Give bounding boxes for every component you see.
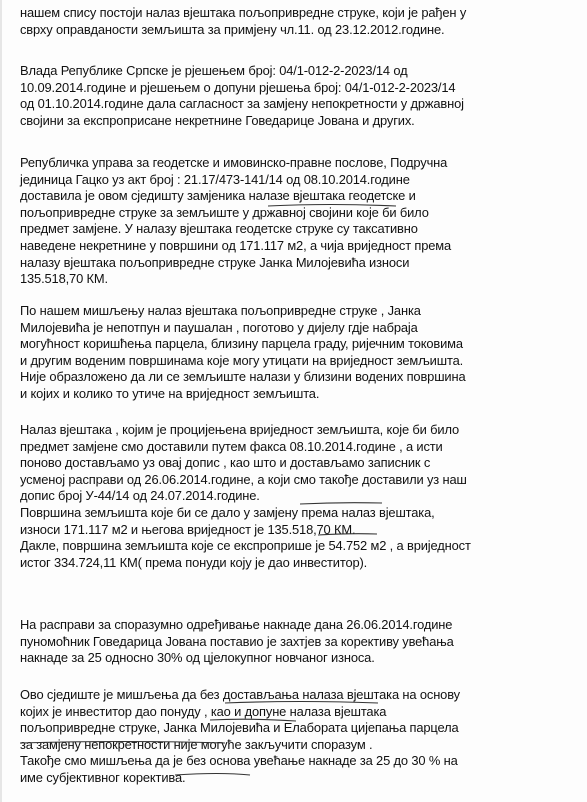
text-line: пољопривредне струке, Јанка Милојевића и Елабората цијепања парцела xyxy=(20,720,459,736)
text-line: за замјену непокретности није могуће закључити споразум . xyxy=(20,736,373,752)
text-line: име субјективног коректива. xyxy=(20,769,186,785)
text-line: поново достављамо уз овај допис , као што и достављамо записник с xyxy=(20,455,431,471)
text-line: наведене некретнине у површини од 171.117 м2, а чија вриједност према xyxy=(20,237,452,253)
paragraph-hearing xyxy=(20,617,580,667)
paragraph-expert-finding-delivery xyxy=(20,422,580,571)
text-line: и којих и колико то утиче на вриједност земљишта. xyxy=(20,385,320,401)
text-line: Милојевића је непотпун и паушалан , поготово у дијелу гдје набраја xyxy=(20,319,418,335)
text-line: јединица Гацко уз акт број : 21.17/473-141/14 од 08.10.2014.године xyxy=(20,171,410,187)
text-line: и другим воденим површинама које могу утицати на вриједност земљишта. xyxy=(20,352,464,368)
text-line: По нашем мишљењу налаз вјештака пољопривредне струке , Јанка xyxy=(20,303,421,318)
paragraph-opinion xyxy=(20,303,580,403)
text-line: могућност коришћења парцела, близину парцела граду, ријечним токовима xyxy=(20,336,463,352)
paragraph-republic-administration xyxy=(20,155,580,288)
paragraph-conclusion xyxy=(20,687,580,787)
text-line: пољопривредне струке за земљиште у државној својини које би било xyxy=(20,204,429,220)
text-line: 10.09.2014.године и рјешењем о допуни рјешења број: 04/1-012-2-2023/14 xyxy=(20,79,456,95)
text-line: својини за експроприсане некретнине Говедарице Јована и других. xyxy=(20,112,415,128)
text-line: 135.518,70 КМ. xyxy=(20,271,108,287)
text-line: Налаз вјештака , којим је процијењена вриједност земљишта, које би било xyxy=(20,422,460,437)
text-line: којих је инвеститор дао понуду , као и допуне налаза вјештака xyxy=(20,703,387,719)
text-line: доставила је овом сједишту замјеника налазе вјештака геодетске и xyxy=(20,188,416,204)
text-line: нашем спису постоји налаз вјештака пољопривредне струке, који је рађен у xyxy=(20,5,467,20)
text-line: допис број У-44/14 од 24.07.2014.године. xyxy=(20,488,260,504)
text-line: накнаде за 25 односно 30% од цјелокупног новчаног износа. xyxy=(20,650,375,666)
text-line: предмет замјене. У налазу вјештака геодетске струке су таксативно xyxy=(20,221,418,237)
text-line: Такође смо мишљења да је без основа увећање накнаде за 25 до 30 % на xyxy=(20,753,458,769)
text-line: Републичка управа за геодетске и имовинско-правне послове, Подручна xyxy=(20,155,448,170)
paragraph-government-decision xyxy=(20,63,580,129)
text-line: На расправи за споразумно одређивање накнаде дана 26.06.2014.године xyxy=(20,617,453,632)
text-line: усменој расправи од 26.06.2014.године, а који смо такође доставили уз наш xyxy=(20,471,467,487)
text-line: Није образложено да ли се земљиште налази у близини водених површина xyxy=(20,369,466,385)
paragraph-expert-finding-mention xyxy=(20,5,580,38)
text-line: предмет замјене смо доставили путем факса 08.10.2014.године , а исти xyxy=(20,438,443,454)
text-line: износи 171.117 м2 и његова вриједност је 135.518,70 КМ. xyxy=(20,521,356,537)
text-line: Влада Републике Српске је рјешењем број: 04/1-012-2-2023/14 од xyxy=(20,63,408,78)
scan-edge xyxy=(0,0,2,802)
text-line: пуномоћник Говедарица Јована поставио је захтјев за корективу увећања xyxy=(20,633,454,649)
text-line: Површина земљишта које би се дало у замјену према налаз вјештака, xyxy=(20,504,435,520)
text-line: истог 334.724,11 КМ( према понуди коју је дао инвеститор). xyxy=(20,554,368,570)
text-line: Дакле, површина земљишта које се експроприше је 54.752 м2 , а вриједност xyxy=(20,538,471,554)
text-line: налазу вјештака пољопривредне струке Јанка Милојевића износи xyxy=(20,254,410,270)
text-line: сврху оправданости земљишта за примјену чл.11. од 23.12.2012.године. xyxy=(20,21,445,37)
text-line: Ово сједиште је мишљења да без достављања налаза вјештака на основу xyxy=(20,687,460,702)
text-line: од 01.10.2014.године дала сагласност за замјену непокретности у државној xyxy=(20,96,464,112)
